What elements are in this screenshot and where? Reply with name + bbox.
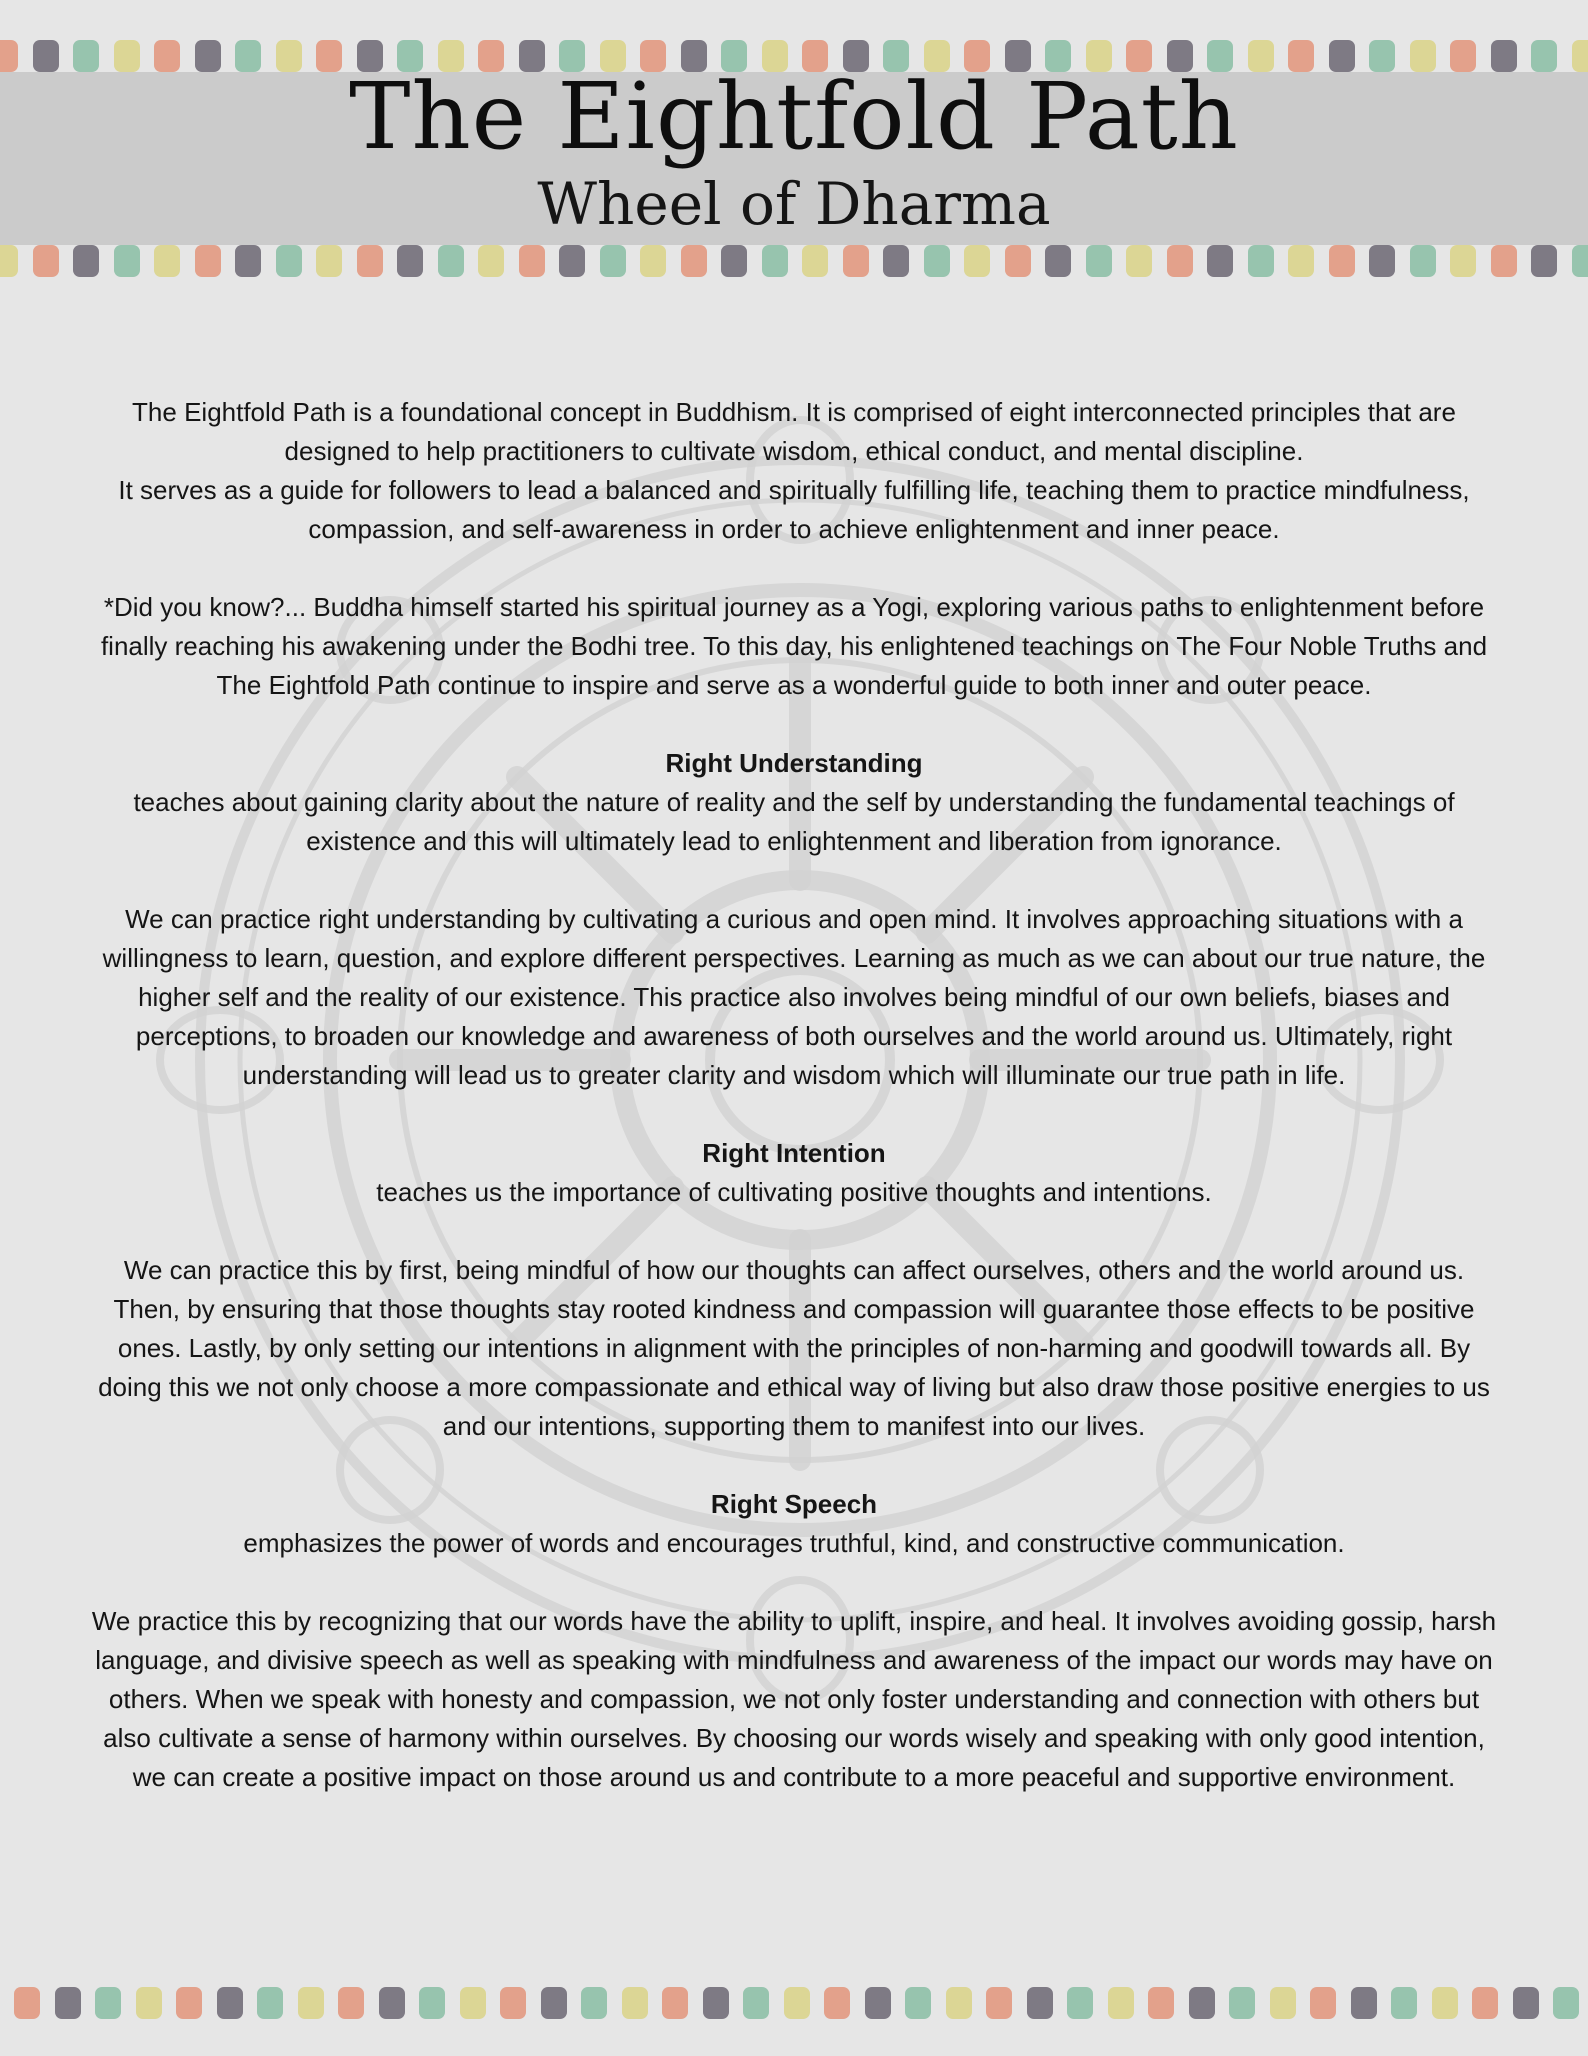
border-dot bbox=[1513, 1987, 1539, 2019]
border-dot bbox=[924, 245, 950, 277]
border-dot bbox=[500, 1987, 526, 2019]
border-dot bbox=[1553, 1987, 1579, 2019]
border-dot bbox=[1067, 1987, 1093, 2019]
bottom-dot-border bbox=[0, 1987, 1588, 2019]
section-heading-right-speech: Right Speech bbox=[710, 1489, 878, 1519]
border-dot bbox=[986, 1987, 1012, 2019]
border-dot bbox=[1288, 245, 1314, 277]
border-dot bbox=[357, 245, 383, 277]
border-dot bbox=[1432, 1987, 1458, 2019]
page-title: The Eightfold Path bbox=[349, 63, 1239, 170]
page-subtitle: Wheel of Dharma bbox=[537, 170, 1051, 238]
border-dot bbox=[600, 245, 626, 277]
border-dot bbox=[1491, 245, 1517, 277]
border-dot bbox=[1391, 1987, 1417, 2019]
border-dot bbox=[681, 245, 707, 277]
border-dot bbox=[217, 1987, 243, 2019]
border-dot bbox=[1351, 1987, 1377, 2019]
border-dot bbox=[235, 245, 261, 277]
intro-paragraph-2: It serves as a guide for followers to lead a balanced and spiritually fulfilling life, teaching them to practice mindfulness, compassion, and self-awareness in order to achieve enlightenment and inner peace. bbox=[118, 475, 1470, 544]
section-practice-right-intention: We can practice this by first, being mindful of how our thoughts can affect ourselves, others and the world around us. Then, by ensuring that those thoughts stay rooted kindness and compassion will guarantee those effects to be positive ones. Lastly, by only setting our intentions in alignment with the principles of non-harming and goodwill towards all. By doing this we not only choose a more compassionate and ethical way of living but also draw those positive energies to us and our intentions, supporting them to manifest into our lives. bbox=[98, 1255, 1490, 1441]
border-dot bbox=[154, 245, 180, 277]
border-dot bbox=[622, 1987, 648, 2019]
border-dot bbox=[1410, 245, 1436, 277]
section-practice-right-speech: We practice this by recognizing that our words have the ability to uplift, inspire, and heal. It involves avoiding gossip, harsh language, and divisive speech as well as speaking with mindfulness and awareness of the impact our words may have on others. When we speak with honesty and compassion, we not only foster understanding and connection with others but also cultivate a sense of harmony within ourselves. By choosing our words wisely and speaking with only good intention, we can create a positive impact on those around us and contribute to a more peaceful and supportive environment. bbox=[91, 1606, 1497, 1792]
border-dot bbox=[721, 245, 747, 277]
border-dot bbox=[379, 1987, 405, 2019]
border-dot bbox=[784, 1987, 810, 2019]
border-dot bbox=[762, 245, 788, 277]
section-heading-right-intention: Right Intention bbox=[702, 1138, 886, 1168]
section-summary-right-understanding: teaches about gaining clarity about the nature of reality and the self by understanding the fundamental teachings of existence and this will ultimately lead to enlightenment and liberation from ignorance. bbox=[133, 787, 1455, 856]
border-dot bbox=[541, 1987, 567, 2019]
border-dot bbox=[460, 1987, 486, 2019]
border-dot bbox=[95, 1987, 121, 2019]
border-dot bbox=[1167, 245, 1193, 277]
border-dot bbox=[743, 1987, 769, 2019]
border-dot bbox=[1572, 245, 1588, 277]
border-dot bbox=[946, 1987, 972, 2019]
border-dot bbox=[0, 245, 18, 277]
border-dot bbox=[1472, 1987, 1498, 2019]
intro-paragraph-1: The Eightfold Path is a foundational concept in Buddhism. It is comprised of eight interconnected principles that are designed to help practitioners to cultivate wisdom, ethical conduct, and mental discipline. bbox=[132, 397, 1456, 466]
border-dot bbox=[1045, 245, 1071, 277]
header-dot-border bbox=[0, 245, 1588, 277]
border-dot bbox=[1207, 245, 1233, 277]
border-dot bbox=[824, 1987, 850, 2019]
border-dot bbox=[1450, 245, 1476, 277]
border-dot bbox=[316, 245, 342, 277]
border-dot bbox=[865, 1987, 891, 2019]
border-dot bbox=[1126, 245, 1152, 277]
border-dot bbox=[1369, 245, 1395, 277]
border-dot bbox=[438, 245, 464, 277]
border-dot bbox=[1248, 245, 1274, 277]
border-dot bbox=[257, 1987, 283, 2019]
section-heading-right-understanding: Right Understanding bbox=[665, 748, 923, 778]
border-dot bbox=[478, 245, 504, 277]
border-dot bbox=[1148, 1987, 1174, 2019]
border-dot bbox=[802, 245, 828, 277]
border-dot bbox=[33, 245, 59, 277]
border-dot bbox=[114, 245, 140, 277]
border-dot bbox=[176, 1987, 202, 2019]
border-dot bbox=[338, 1987, 364, 2019]
did-you-know-paragraph: *Did you know?... Buddha himself started his spiritual journey as a Yogi, exploring various paths to enlightenment before finally reaching his awakening under the Bodhi tree. To this day, his enlightened teachings on The Four Noble Truths and The Eightfold Path continue to inspire and serve as a wonderful guide to both inner and outer peace. bbox=[100, 592, 1488, 700]
main-content bbox=[90, 393, 1498, 1797]
border-dot bbox=[1270, 1987, 1296, 2019]
border-dot bbox=[905, 1987, 931, 2019]
border-dot bbox=[55, 1987, 81, 2019]
border-dot bbox=[73, 245, 99, 277]
section-summary-right-speech: emphasizes the power of words and encourages truthful, kind, and constructive communication. bbox=[243, 1528, 1345, 1558]
border-dot bbox=[1531, 245, 1557, 277]
border-dot bbox=[1229, 1987, 1255, 2019]
border-dot bbox=[883, 245, 909, 277]
section-practice-right-understanding: We can practice right understanding by cultivating a curious and open mind. It involves approaching situations with a willingness to learn, question, and explore different perspectives. Learning as much as we can about our true nature, the higher self and the reality of our existence. This practice also involves being mindful of our own beliefs, biases and perceptions, to broaden our knowledge and awareness of both ourselves and the world around us. Ultimately, right understanding will lead us to greater clarity and wisdom which will illuminate our true path in life. bbox=[102, 904, 1486, 1090]
border-dot bbox=[559, 245, 585, 277]
border-dot bbox=[419, 1987, 445, 2019]
border-dot bbox=[1310, 1987, 1336, 2019]
border-dot bbox=[14, 1987, 40, 2019]
border-dot bbox=[703, 1987, 729, 2019]
border-dot bbox=[276, 245, 302, 277]
border-dot bbox=[1086, 245, 1112, 277]
border-dot bbox=[298, 1987, 324, 2019]
border-dot bbox=[581, 1987, 607, 2019]
border-dot bbox=[843, 245, 869, 277]
border-dot bbox=[519, 245, 545, 277]
border-dot bbox=[195, 245, 221, 277]
border-dot bbox=[1005, 245, 1031, 277]
border-dot bbox=[1189, 1987, 1215, 2019]
border-dot bbox=[1108, 1987, 1134, 2019]
border-dot bbox=[136, 1987, 162, 2019]
border-dot bbox=[397, 245, 423, 277]
border-dot bbox=[1329, 245, 1355, 277]
border-dot bbox=[964, 245, 990, 277]
section-summary-right-intention: teaches us the importance of cultivating positive thoughts and intentions. bbox=[376, 1177, 1212, 1207]
border-dot bbox=[662, 1987, 688, 2019]
border-dot bbox=[1027, 1987, 1053, 2019]
border-dot bbox=[640, 245, 666, 277]
